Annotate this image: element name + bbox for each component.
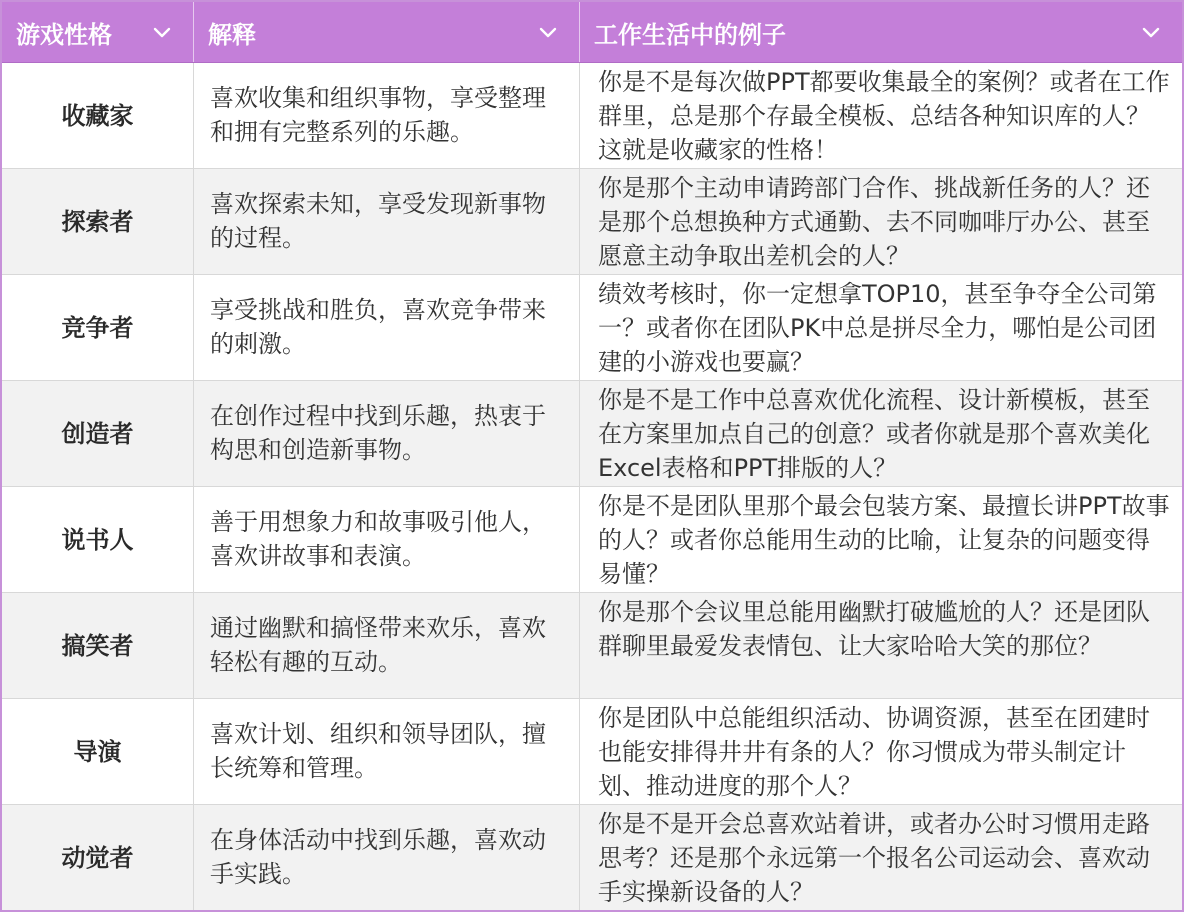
chevron-down-icon[interactable] — [539, 24, 557, 40]
explanation-cell: 善于用想象力和故事吸引他人，喜欢讲故事和表演。 — [194, 487, 580, 592]
explanation-cell: 喜欢收集和组织事物，享受整理和拥有完整系列的乐趣。 — [194, 63, 580, 168]
example-cell: 你是那个会议里总能用幽默打破尴尬的人？还是团队群聊里最爱发表情包、让大家哈哈大笑的那位？ — [598, 598, 1150, 660]
example-cell: 你是那个主动申请跨部门合作、挑战新任务的人？还是那个总想换种方式通勤、去不同咖啡厅办公、甚至愿意主动争取出差机会的人？ — [598, 174, 1150, 270]
column-header-explanation[interactable] — [194, 2, 580, 62]
column-header-label: 工作生活中的例子 — [594, 20, 786, 49]
column-header-label: 游戏性格 — [16, 20, 112, 49]
explanation-cell: 享受挑战和胜负，喜欢竞争带来的刺激。 — [194, 275, 580, 380]
type-cell: 搞笑者 — [2, 593, 194, 698]
type-cell: 创造者 — [2, 381, 194, 486]
explanation-cell: 通过幽默和搞怪带来欢乐，喜欢轻松有趣的互动。 — [194, 593, 580, 698]
table-row — [2, 169, 1182, 275]
type-cell: 说书人 — [2, 487, 194, 592]
example-cell: 你是团队中总能组织活动、协调资源，甚至在团建时也能安排得井井有条的人？你习惯成为带头制定计划、推动进度的那个人？ — [598, 704, 1150, 800]
explanation-cell: 喜欢计划、组织和领导团队，擅长统筹和管理。 — [194, 699, 580, 804]
table-row — [2, 593, 1182, 699]
example-cell: 绩效考核时，你一定想拿TOP10，甚至争夺全公司第一？或者你在团队PK中总是拼尽全力，哪怕是公司团建的小游戏也要赢？ — [598, 280, 1157, 376]
explanation-cell: 在创作过程中找到乐趣，热衷于构思和创造新事物。 — [194, 381, 580, 486]
table-row — [2, 805, 1182, 911]
table-row — [2, 699, 1182, 805]
table-row — [2, 63, 1182, 169]
type-cell: 动觉者 — [2, 805, 194, 910]
column-header-example[interactable] — [580, 2, 1182, 62]
table-row — [2, 275, 1182, 381]
type-cell: 竞争者 — [2, 275, 194, 380]
type-cell: 导演 — [2, 699, 194, 804]
type-cell: 探索者 — [2, 169, 194, 274]
type-cell: 收藏家 — [2, 63, 194, 168]
table-header — [2, 2, 1182, 63]
column-header-type[interactable] — [2, 2, 194, 62]
column-header-label: 解释 — [208, 20, 256, 49]
chevron-down-icon[interactable] — [1142, 24, 1160, 40]
explanation-cell: 在身体活动中找到乐趣，喜欢动手实践。 — [194, 805, 580, 910]
explanation-cell: 喜欢探索未知，享受发现新事物的过程。 — [194, 169, 580, 274]
chevron-down-icon[interactable] — [153, 24, 171, 40]
example-cell: 你是不是每次做PPT都要收集最全的案例？或者在工作群里，总是那个存最全模板、总结各种知识库的人？这就是收藏家的性格！ — [598, 68, 1170, 164]
table-row — [2, 381, 1182, 487]
example-cell: 你是不是工作中总喜欢优化流程、设计新模板，甚至在方案里加点自己的创意？或者你就是那个喜欢美化Excel表格和PPT排版的人？ — [598, 386, 1150, 482]
table-row — [2, 487, 1182, 593]
example-cell: 你是不是团队里那个最会包装方案、最擅长讲PPT故事的人？或者你总能用生动的比喻，让复杂的问题变得易懂？ — [598, 492, 1170, 588]
example-cell: 你是不是开会总喜欢站着讲，或者办公时习惯用走路思考？还是那个永远第一个报名公司运动会、喜欢动手实操新设备的人？ — [598, 810, 1150, 906]
